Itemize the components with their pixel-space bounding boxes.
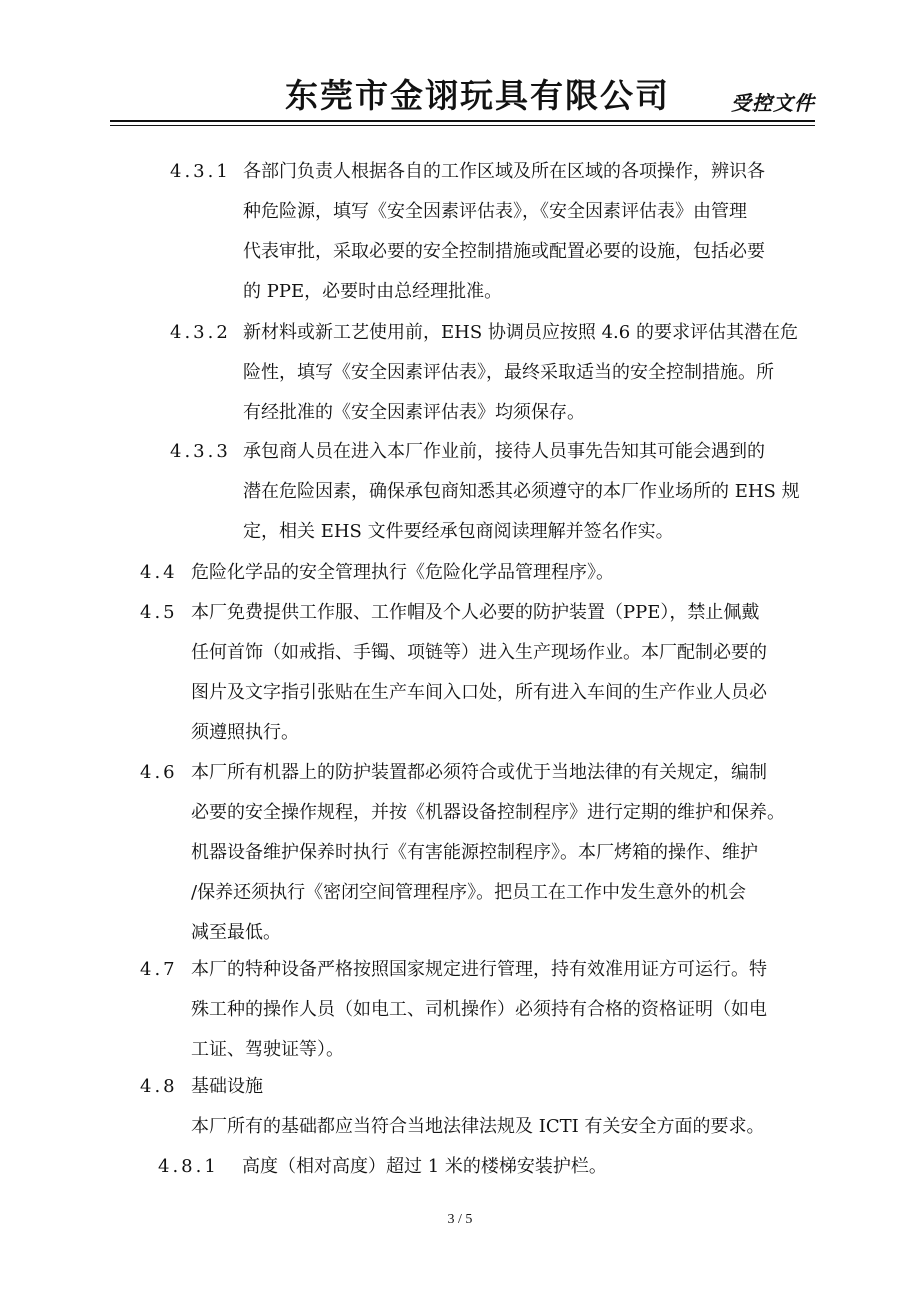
section-4-8-text [191, 1067, 764, 1147]
section-4-8-1-text [242, 1147, 607, 1187]
text-line: 减至最低。 [191, 922, 281, 943]
section-number-4-3-1: 4.3.1 [170, 161, 231, 182]
section-4-4-text [191, 553, 614, 593]
text-line: 险性，填写《安全因素评估表》，最终采取适当的安全控制措施。所 [243, 362, 774, 383]
text-line: 基础设施 [191, 1076, 263, 1097]
header-rule-thick [110, 120, 815, 122]
text-line: 机器设备维护保养时执行《有害能源控制程序》。本厂烤箱的操作、维护 [191, 842, 758, 863]
section-number-4-8: 4.8 [140, 1076, 178, 1097]
text-line: 必要的安全操作规程，并按《机器设备控制程序》进行定期的维护和保养。 [191, 802, 785, 823]
section-4-3-2-text [243, 313, 798, 433]
text-line: /保养还须执行《密闭空间管理程序》。把员工在工作中发生意外的机会 [191, 882, 747, 903]
section-4-3-3-text [243, 432, 800, 552]
header-rule-thin [110, 125, 815, 126]
text-line: 危险化学品的安全管理执行《危险化学品管理程序》。 [191, 562, 614, 583]
section-number-4-3-2: 4.3.2 [170, 322, 231, 343]
controlled-document-label: 受控文件 [731, 91, 815, 115]
text-line: 图片及文字指引张贴在生产车间入口处，所有进入车间的生产作业人员必 [191, 682, 767, 703]
section-4-5-text [191, 593, 767, 753]
page-header [110, 60, 815, 130]
text-line: 本厂所有的基础都应当符合当地法律法规及 ICTI 有关安全方面的要求。 [191, 1116, 765, 1137]
section-number-4-4: 4.4 [140, 562, 178, 583]
text-line: 各部门负责人根据各自的工作区域及所在区域的各项操作，辨识各 [243, 161, 765, 182]
text-line: 新材料或新工艺使用前，EHS 协调员应按照 4.6 的要求评估其潜在危 [243, 322, 798, 343]
section-number-4-5: 4.5 [140, 602, 178, 623]
section-number-4-3-3: 4.3.3 [170, 441, 231, 462]
text-line: 工证、驾驶证等）。 [191, 1039, 344, 1060]
text-line: 代表审批，采取必要的安全控制措施或配置必要的设施，包括必要 [243, 241, 765, 262]
text-line: 潜在危险因素，确保承包商知悉其必须遵守的本厂作业场所的 EHS 规 [243, 481, 800, 502]
section-4-3-1-text [243, 152, 765, 312]
section-number-4-8-1: 4.8.1 [158, 1156, 219, 1177]
company-name: 东莞市金诩玩具有限公司 [285, 76, 670, 115]
text-line: 任何首饰（如戒指、手镯、项链等）进入生产现场作业。本厂配制必要的 [191, 642, 767, 663]
text-line: 本厂的特种设备严格按照国家规定进行管理，持有效准用证方可运行。特 [191, 959, 767, 980]
text-line: 本厂免费提供工作服、工作帽及个人必要的防护装置（PPE），禁止佩戴 [191, 602, 760, 623]
section-4-6-text [191, 753, 785, 953]
text-line: 承包商人员在进入本厂作业前，接待人员事先告知其可能会遇到的 [243, 441, 765, 462]
section-number-4-6: 4.6 [140, 762, 178, 783]
page-number: 3 / 5 [447, 1212, 473, 1227]
text-line: 有经批准的《安全因素评估表》均须保存。 [243, 402, 585, 423]
section-4-7-text [191, 950, 767, 1070]
text-line: 须遵照执行。 [191, 722, 299, 743]
text-line: 高度（相对高度）超过 1 米的楼梯安装护栏。 [242, 1156, 607, 1177]
text-line: 定，相关 EHS 文件要经承包商阅读理解并签名作实。 [243, 521, 674, 542]
text-line: 的 PPE，必要时由总经理批准。 [243, 281, 503, 302]
text-line: 殊工种的操作人员（如电工、司机操作）必须持有合格的资格证明（如电 [191, 999, 767, 1020]
section-number-4-7: 4.7 [140, 959, 178, 980]
text-line: 种危险源，填写《安全因素评估表》，《安全因素评估表》由管理 [243, 201, 747, 222]
text-line: 本厂所有机器上的防护装置都必须符合或优于当地法律的有关规定，编制 [191, 762, 767, 783]
